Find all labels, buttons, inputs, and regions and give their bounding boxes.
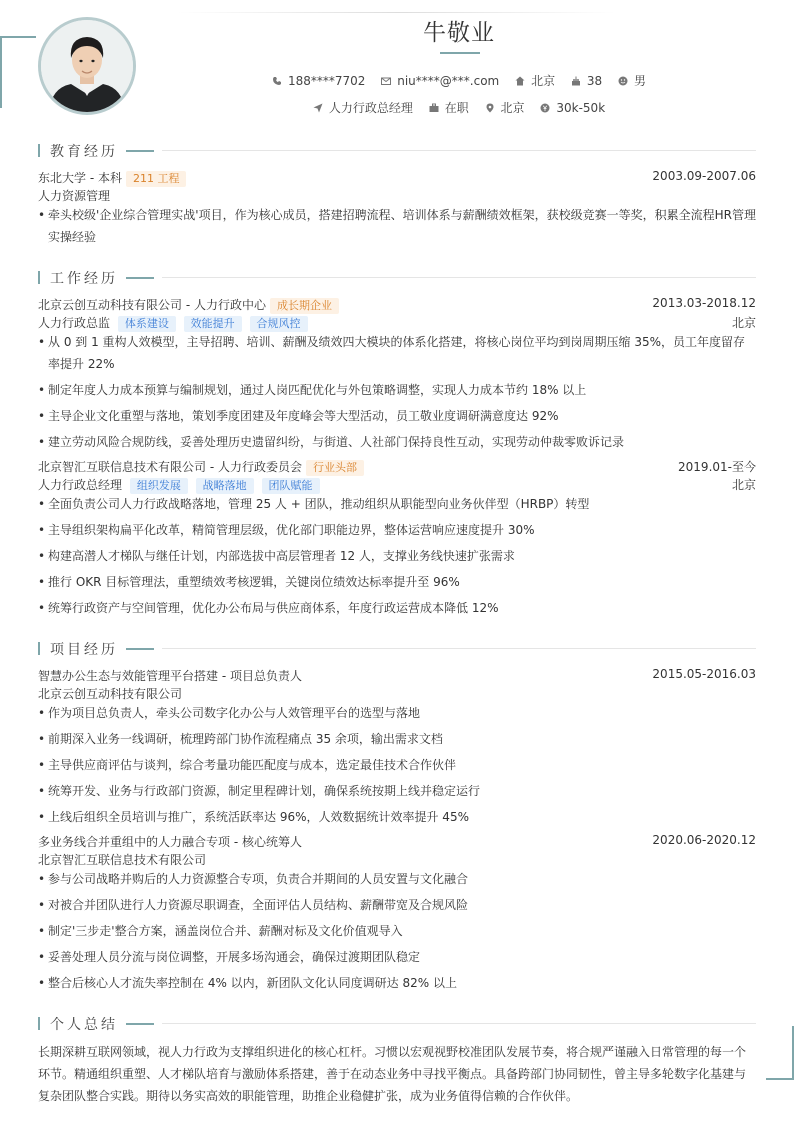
- list-item: • 参与公司战略并购后的人力资源整合专项，负责合并期间的人员安置与文化融合: [38, 872, 469, 886]
- work-period: 2013.03-2018.12: [652, 296, 756, 310]
- phone-info: [272, 74, 365, 88]
- skill-tag: 团队赋能: [262, 478, 320, 494]
- list-item: • 对被合并团队进行人力资源尽职调查，全面评估人员结构、薪酬带宽及合规风险: [38, 898, 469, 912]
- target-city-text: 北京: [500, 101, 525, 115]
- list-item: • 制定年度人力成本预算与编制规划，通过人岗匹配优化与外包策略调整，实现人力成本节约 18% 以上: [38, 383, 587, 397]
- gender-text: 男: [634, 74, 647, 88]
- section-label: 工作经历: [50, 271, 118, 287]
- list-item: • 妥善处理人员分流与岗位调整，开展多场沟通会，确保过渡期团队稳定: [38, 950, 421, 964]
- list-item: • 前期深入业务一线调研，梳理跨部门协作流程痛点 35 余项，输出需求文档: [38, 732, 443, 746]
- section-title-summary: [38, 1014, 756, 1032]
- section-title-education: [38, 141, 756, 159]
- school-degree: 东北大学 - 本科: [38, 171, 122, 185]
- section-label: 项目经历: [50, 642, 118, 658]
- company-dept: 北京云创互动科技有限公司 - 人力行政中心: [38, 298, 266, 312]
- candidate-name: 牛敬业: [423, 20, 495, 46]
- send-icon: [313, 103, 323, 113]
- project-header: [38, 833, 756, 851]
- list-item: • 从 0 到 1 重构人效模型，主导招聘、培训、薪酬及绩效四大模块的体系化搭建，将核心岗位平均到岗周期压缩 35%，员工年度留存率提升 22%: [38, 335, 746, 371]
- salary-info: [540, 101, 605, 115]
- position-text: 人力行政总监: [38, 316, 111, 330]
- section-label: 教育经历: [50, 144, 118, 160]
- list-item: • 作为项目总负责人，牵头公司数字化办公与人效管理平台的选型与落地: [38, 706, 421, 720]
- mail-icon: [381, 76, 391, 86]
- status-info: [429, 99, 469, 116]
- age-text: 38: [586, 74, 603, 88]
- list-item: • 整合后核心人才流失率控制在 4% 以内，新团队文化认同度调研达 82% 以上: [38, 976, 457, 990]
- name-underline: [440, 52, 480, 54]
- education-period: 2003.09-2007.06: [652, 169, 756, 183]
- project-period: 2020.06-2020.12: [652, 833, 756, 847]
- list-item: • 建立劳动风险合规防线，妥善处理历史遗留纠纷，与街道、人社部门保持良性互动，实现劳动仲裁零败诉记录: [38, 435, 625, 449]
- project-name-role: 智慧办公生态与效能管理平台搭建 - 项目总负责人: [38, 669, 302, 683]
- list-item: • 制定'三步走'整合方案，涵盖岗位合并、薪酬对标及文化价值观导入: [38, 924, 403, 938]
- city-info: [515, 72, 555, 89]
- project-period: 2015.05-2016.03: [652, 667, 756, 681]
- section-label: 个人总结: [50, 1017, 118, 1033]
- salary-text: 30k-50k: [556, 101, 606, 115]
- list-item: • 上线后组织全员培训与推广，系统活跃率达 96%，人效数据统计效率提升 45%: [38, 810, 469, 824]
- location-pin-icon: [485, 103, 495, 113]
- status-text: 在职: [444, 101, 469, 115]
- skill-tag: 体系建设: [118, 316, 176, 332]
- target-position-text: 人力行政总经理: [328, 101, 413, 115]
- email-info: [381, 74, 499, 88]
- project-company-text: 北京智汇互联信息技术有限公司: [38, 853, 207, 867]
- section-title-work: [38, 268, 756, 286]
- email-text: niu****@***.com: [397, 74, 500, 88]
- gender-info: [618, 72, 646, 89]
- work-header: [38, 296, 756, 314]
- smile-icon: [618, 76, 628, 86]
- skill-tag: 战略落地: [196, 478, 254, 494]
- list-item: • 主导供应商评估与谈判，综合考量功能匹配度与成本，选定最佳技术合作伙伴: [38, 758, 457, 772]
- city-text: 北京: [531, 74, 556, 88]
- work-location: 北京: [731, 478, 756, 492]
- project-company: [38, 685, 756, 703]
- education-header: [38, 169, 756, 187]
- summary-text: 长期深耕互联网领域，视人力行政为支撑组织进化的核心杠杆。习惯以宏观视野校准团队发展节奏，将合规严谨融入日常管理的每一个环节。精通组织重塑、人才梯队培育与激励体系搭建，善于在动态业务中寻找平衡点。具备跨部门协同韧性，曾主导多轮数字化基建与复杂团队整合实践。期待以务实高效的职能管理，助推企业稳健扩张，成为业务值得信赖的合作伙伴。: [38, 1045, 747, 1103]
- list-item: • 统筹开发、业务与行政部门资源，制定里程碑计划，确保系统按期上线并稳定运行: [38, 784, 481, 798]
- phone-icon: [272, 76, 282, 86]
- age-info: [571, 74, 602, 88]
- list-item: • 牵头校级'企业综合管理实战'项目，作为核心成员，搭建招聘流程、培训体系与薪酬绩效框架，获校级竞赛一等奖，积累全流程HR管理实操经验: [38, 208, 756, 244]
- work-header: [38, 458, 756, 476]
- work-location: 北京: [731, 316, 756, 330]
- target-position-info: [313, 99, 413, 116]
- list-item: • 全面负责公司人力行政战略落地，管理 25 人 + 团队，推动组织从职能型向业务伙伴型（HRBP）转型: [38, 497, 590, 511]
- corner-decoration-bottom-right: [766, 1078, 794, 1080]
- company-tag: 成长期企业: [270, 298, 339, 314]
- project-name-role: 多业务线合并重组中的人力融合专项 - 核心统筹人: [38, 835, 302, 849]
- home-icon: [515, 76, 525, 86]
- project-company: [38, 851, 756, 869]
- skill-tag: 效能提升: [184, 316, 242, 332]
- briefcase-icon: [429, 103, 439, 113]
- list-item: • 构建高潜人才梯队与继任计划，内部选拔中高层管理者 12 人，支撑业务线快速扩张需求: [38, 549, 515, 563]
- money-icon: [540, 103, 550, 113]
- job-intent-row: [0, 99, 794, 116]
- project-header: [38, 667, 756, 685]
- skill-tag: 组织发展: [130, 478, 188, 494]
- work-position-row: [38, 476, 756, 494]
- company-tag: 行业头部: [306, 460, 364, 476]
- work-period: 2019.01-至今: [678, 460, 756, 474]
- list-item: • 主导企业文化重塑与落地，策划季度团建及年度峰会等大型活动，员工敬业度调研满意度达 92%: [38, 409, 559, 423]
- skill-tag: 合规风控: [250, 316, 308, 332]
- work-position-row: [38, 314, 756, 332]
- list-item: • 推行 OKR 目标管理法，重塑绩效考核逻辑，关键岗位绩效达标率提升至 96%: [38, 575, 460, 589]
- company-dept: 北京智汇互联信息技术有限公司 - 人力行政委员会: [38, 460, 302, 474]
- section-title-projects: [38, 639, 756, 657]
- list-item: • 统筹行政资产与空间管理，优化办公布局与供应商体系，年度行政运营成本降低 12%: [38, 601, 499, 615]
- target-city-info: [485, 99, 525, 116]
- major-text: 人力资源管理: [38, 189, 111, 203]
- position-text: 人力行政总经理: [38, 478, 123, 492]
- education-major: [38, 187, 756, 205]
- header-divider: [178, 12, 616, 13]
- phone-text: 188****7702: [287, 74, 366, 88]
- list-item: • 主导组织架构扁平化改革，精简管理层级，优化部门职能边界，整体运营响应速度提升 30%: [38, 523, 535, 537]
- contact-info-row: [0, 72, 794, 89]
- cake-icon: [571, 76, 581, 86]
- project-company-text: 北京云创互动科技有限公司: [38, 687, 183, 701]
- school-tag: 211 工程: [126, 171, 187, 187]
